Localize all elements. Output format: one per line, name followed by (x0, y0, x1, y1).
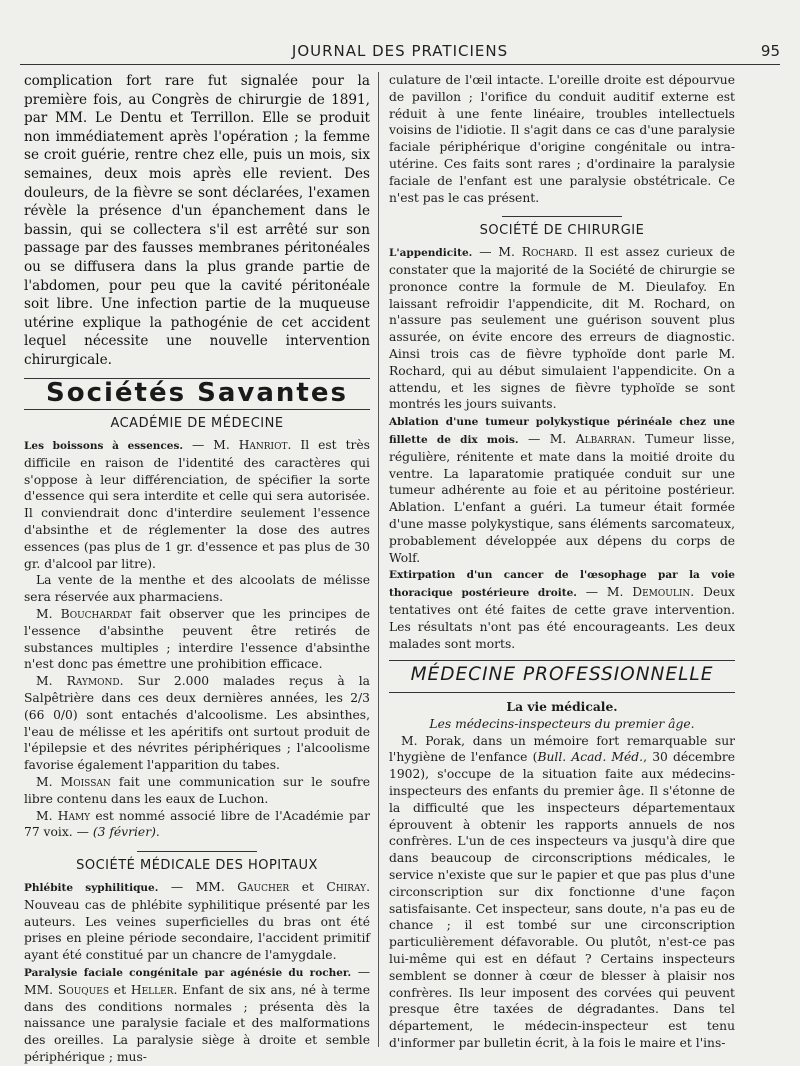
author-name: Gaucher (237, 880, 290, 895)
academie-paragraph-1: Les boissons à essences. — M. Hanriot. Il est très difficile en raison de l'identité des caractères qui s'oppose à leur différenciation, de spécifier la sorte d'essence qui sera interdite et celle qui sera autorisée. Il conviendrait donc d'interdire seulement l'essence d'absinthe et de réglementer la dose des autres essences (pas plus de 1 gr. d'essence et pas plus de 30 gr. d'alcool par litre). (24, 438, 370, 571)
chirurgie-paragraph-1: L'appendicite. — M. Rochard. Il est assez curieux de constater que la majorité de la Société de chirurgie se prononce contre la formule de M. Dieulafoy. En laissant refroidir l'appendicite, dit M. Rochard, on n'assure pas seulement une guérison souvent plus assurée, on évite encore des erreurs de diagnostic. Ainsi trois cas de fièvre typhoïde dont parle M. Rochard, qui au début simulaient l'appendicite. On a attendu, et les signes de fièvre typhoïde se sont montrés les jours suivants. (389, 245, 735, 412)
author-name: Demoulin (632, 585, 691, 600)
topic-label: Paralysie faciale congénitale par agénésie du rocher. (24, 967, 352, 979)
hopitaux-paragraph-1: Phlébite syphilitique. — MM. Gaucher et Chiray. Nouveau cas de phlébite syphilitique présenté par les auteurs. Les veines superficielles du bras ont été prises en pleine période secondaire, l'accident primitif ayant été constitué par un chancre de l'amygdale. (24, 880, 370, 963)
citation: Bull. Acad. Méd. (537, 750, 644, 765)
author-name: Moissan (60, 775, 111, 790)
topic-label: Les boissons à essences. (24, 440, 184, 453)
topic-label: Phlébite syphilitique. (24, 882, 159, 895)
right-column (389, 72, 735, 1052)
author-name: Rochard (521, 245, 574, 260)
hopitaux-heading: SOCIÉTÉ MÉDICALE DES HOPITAUX (76, 858, 318, 874)
section-rule (389, 660, 735, 661)
subsection-subtitle: Les médecins-inspecteurs du premier âge. (429, 716, 695, 731)
author-name: Hamy (57, 808, 91, 823)
academie-paragraph-4: M. Raymond. Sur 2.000 malades reçus à la Salpêtrière dans ces deux dernières années, les 2/3 (66 0/0) sont entachés d'alcoolisme. Les absinthes, l'eau de mélisse et les apéritifs ont surtout produit de l'épilepsie et des névrites périphériques ; l'alcoolisme favorise également l'apparition du tabes. (24, 674, 370, 773)
author-name: Raymond (66, 674, 120, 689)
academie-paragraph-3: M. Bouchardat fait observer que les principes de l'essence d'absinthe peuvent être retirés de substances multiples ; interdire l'essence d'absinthe n'est donc pas émettre une prohibition efficace. (24, 607, 370, 672)
section-rule (389, 692, 735, 693)
author-name: Souques (57, 982, 109, 997)
page-header (20, 40, 780, 65)
chirurgie-paragraph-3: Extirpation d'un cancer de l'œsophage par la voie thoracique postérieure droite. — M. Demoulin. Deux tentatives ont été faites de cette grave intervention. Les résultats n'ont pas été encourageants. Les deux malades sont morts. (389, 569, 735, 651)
academie-paragraph-6: M. Hamy est nommé associé libre de l'Académie par 77 voix. — (3 février). (24, 808, 370, 840)
author-name: Heller (130, 982, 174, 997)
professionnelle-heading: MÉDECINE PROFESSIONNELLE (410, 664, 714, 686)
author-name: Hanriot (238, 438, 288, 453)
page-number: 95 (760, 42, 780, 60)
section-title: Sociétés Savantes (46, 377, 348, 408)
topic-label: Extirpation d'un cancer de l'œsophage par la voie thoracique postérieure droite. (389, 569, 735, 600)
running-title: JOURNAL DES PRATICIENS (291, 42, 509, 60)
section-rule (24, 409, 370, 410)
intro-paragraph: complication fort rare fut signalée pour la première fois, au Congrès de chirurgie de 1891, par MM. Le Dentu et Terrillon. Elle se produit non immédiatement après l'opération ; la femme se croit guérie, rentre chez elle, puis un mois, six semaines, deux mois après elle revient. Des douleurs, de la fièvre se sont déclarées, l'examen révèle la présence d'un épanchement dans le bassin, qui se collectera s'il est arrêté sur son passage par des fausses membranes péritonéales ou se diffusera dans la plus grande partie de l'abdomen, pour peu que la cavité péritonéale soit libre. Une infection partie de la muqueuse utérine explique la pathogénie de cet accident lequel nécessite une nouvelle intervention chirurgicale. (24, 73, 370, 368)
section-rule (137, 851, 257, 852)
professionnelle-paragraph-1: M. Porak, dans un mémoire fort remarquable sur l'hygiène de l'enfance (Bull. Acad. Méd., 30 décembre 1902), s'occupe de la situation faite aux médecins-inspecteurs des enfants du premier âge. Il s'étonne de la difficulté que les inspecteurs départementaux éprouvent à obtenir les rapports annuels de nos confrères. L'un de ces inspecteurs va jusqu'à dire que dans beaucoup de circonscriptions médicales, le service n'existe que sur le papier et que pas plus d'une circonscription sur dix fonctionne d'une façon satisfaisante. Cet inspecteur, sans doute, n'a pas eu de chance ; il est tombé sur une circonscription particulièrement défavorable. Ou plutôt, n'est-ce pas lui-même qui est en défaut ? Certains inspecteurs semblent se donner à cœur de blesser à plaisir nos confrères. Ils leur imposent des corvées qui peuvent presque être taxées de dégradantes. Dans tel département, le médecin-inspecteur est tenu d'informer par bulletin écrit, à la fois le maire et l'ins- (389, 733, 736, 1051)
academie-paragraph-5: M. Moissan fait une communication sur le soufre libre contenu dans les eaux de Luchon. (24, 775, 370, 806)
author-name: Chiray (326, 880, 367, 895)
author-name: Albarran (575, 431, 632, 446)
topic-label: Ablation d'une tumeur polykystique périnéale chez une fillette de dix mois. (389, 416, 735, 446)
author-name: Bouchardat (60, 607, 132, 622)
chirurgie-heading: SOCIÉTÉ DE CHIRURGIE (479, 223, 645, 239)
topic-label: L'appendicite. (389, 247, 473, 260)
column-divider (378, 72, 379, 1047)
continued-paragraph: culature de l'œil intacte. L'oreille droite est dépourvue de pavillon ; l'orifice du conduit auditif externe est réduit à une fente linéaire, troubles intellectuels voisins de l'idiotie. Il s'agit dans ce cas d'une paralysie faciale périphérique d'origine congénitale ou intra-utérine. Ces faits sont rares ; d'ordinaire la paralysie faciale de l'enfant est une paralysie obstétricale. Ce n'est pas le cas présent. (389, 73, 735, 205)
left-column (24, 72, 370, 1064)
subsection-title: La vie médicale. (506, 699, 618, 715)
section-rule (502, 216, 622, 217)
academie-heading: ACADÉMIE DE MÉDECINE (110, 416, 284, 432)
hopitaux-paragraph-2: Paralysie faciale congénitale par agénésie du rocher. — MM. Souques et Heller. Enfant de six ans, né à terme dans des conditions normales ; présenta dès la naissance une paralysie faciale et des malformations des oreilles. La paralysie siège à droite et semble périphérique ; mus- (24, 965, 370, 1064)
academie-paragraph-2: La vente de la menthe et des alcoolats de mélisse sera réservée aux pharmaciens. (24, 573, 370, 605)
meeting-date: (3 février) (92, 825, 156, 840)
chirurgie-paragraph-2: Ablation d'une tumeur polykystique périnéale chez une fillette de dix mois. — M. Albarran. Tumeur lisse, régulière, rénitente et mate dans la moitié droite du ventre. La laparatomie pratiquée conduit sur une tumeur adhérente au foie et au péritoine postérieur. Ablation. L'enfant a guéri. La tumeur était formée d'une masse polykystique, sans éléments sarcomateux, probablement développée aux dépens du corps de Wolf. (389, 416, 735, 565)
